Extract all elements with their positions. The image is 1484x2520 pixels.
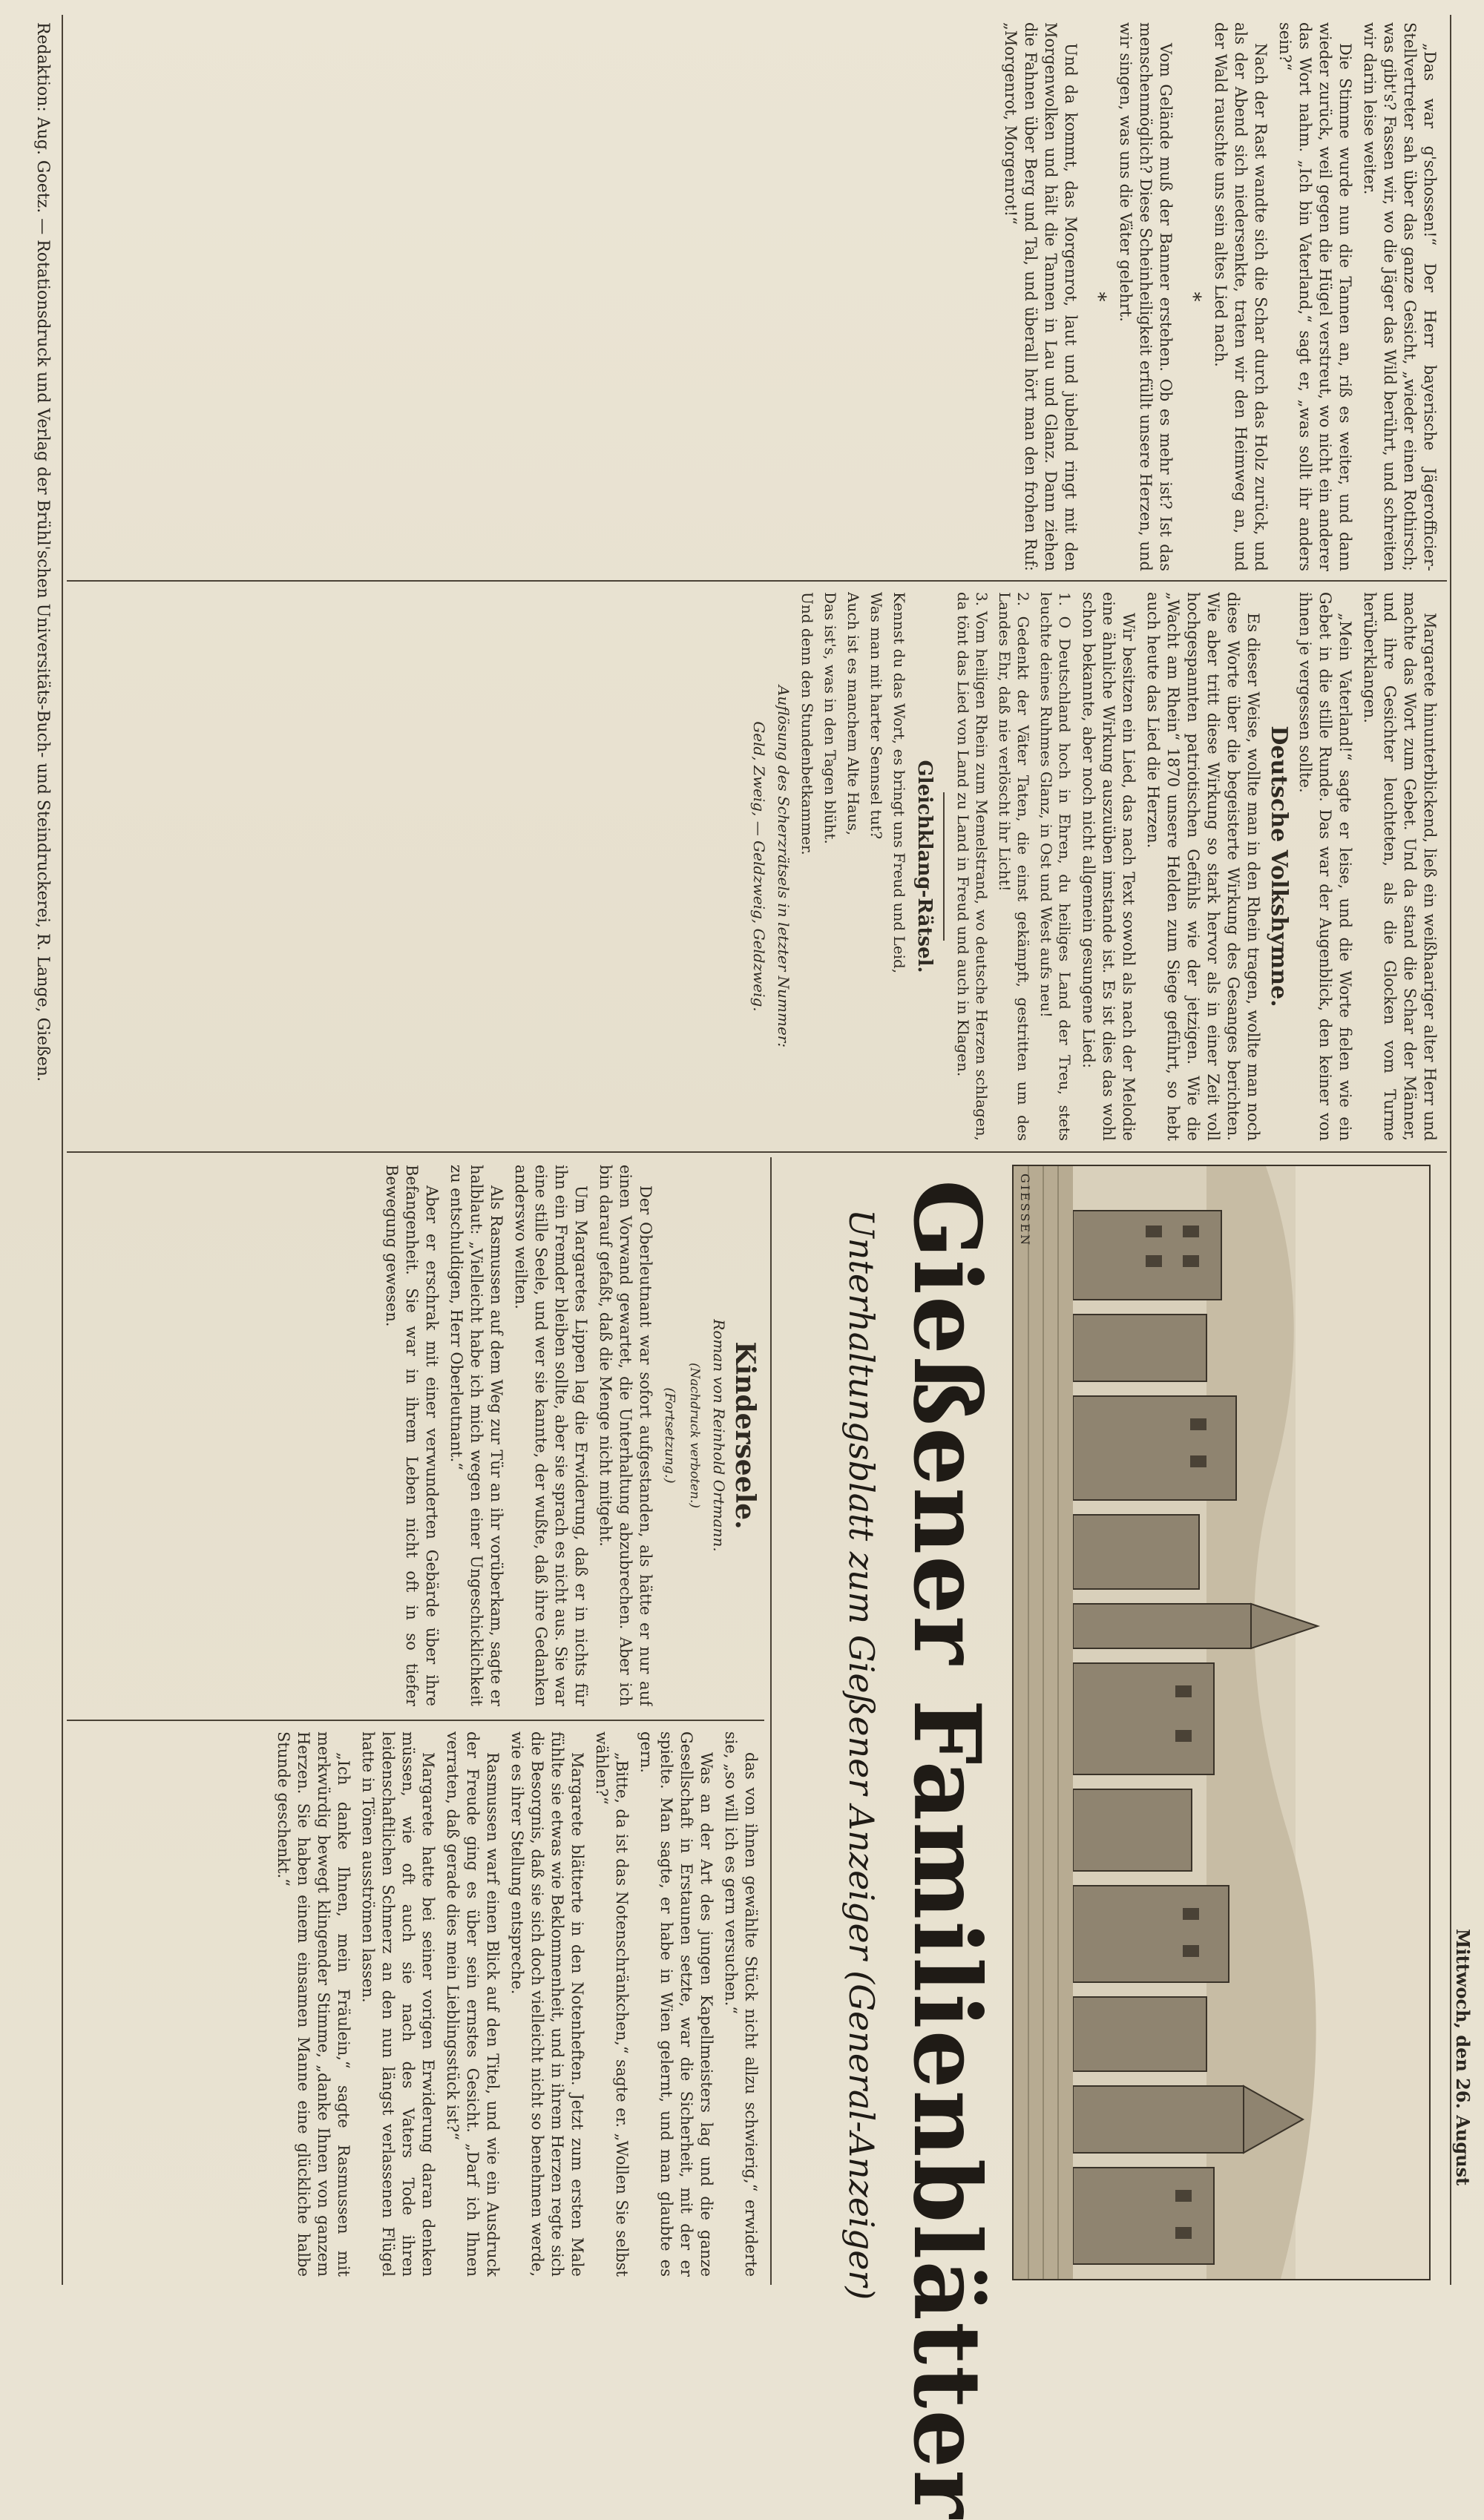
left-column (82, 22, 1439, 571)
masthead-rule (770, 1157, 772, 2285)
footer-imprint: Redaktion: Aug. Goetz. — Rotationsdruck und Verlag der Brühl'schen Universitäts-Buch- und Steindruckerei, R. Lange, Gießen. (33, 22, 52, 1082)
middle-column (82, 592, 1439, 1141)
novel-paragraph: Um Margaretes Lippen lag die Erwiderung, daß er in nichts für ihn ein Fremder bleiben sollte, aber sie sprach es nicht aus. Sie war eine stille Seele, und wer sie kannte, der wußte, daß ihre Gedanken anderswo weilten. (512, 1165, 590, 1706)
novel-heading: Kinderseele. (729, 1341, 761, 1530)
novel-column-1 (78, 1165, 761, 1706)
left-paragraph: Nach der Rast wandte sich die Schar durch das Holz zurück, und als der Abend sich niedersenkte, traten wir den Heimweg an, und der Wald rauschte uns sein altes Lied nach. (1212, 22, 1270, 571)
left-paragraph: Die Stimme wurde nun die Tannen an, riß es weiter, und dann wieder zurück, weil gegen die Hügel verstreut, wo nicht ein anderer das Wort nahm. „Ich bin Vaterland,“ sagt er, „was sollt ihr anders sein?“ (1276, 22, 1354, 571)
illustration-caption: GIESSEN (1018, 1174, 1032, 1248)
newspaper-subtitle: Unterhaltungsblatt zum Gießener Anzeiger (General-Anzeiger) (841, 1209, 881, 2300)
novel-paragraph: Margarete blätterte in den Notenheften. Jetzt zum ersten Male fühlte sie etwas wie Beklommenheit, und in ihrem Herzen regte sich die Besorgnis, daß sie sich doch vielleicht nicht so benehmen werde, wie es ihrer Stellung entspreche. (508, 1731, 586, 2277)
novel-paragraph: „Bitte, da ist das Notenschränkchen,“ sagte er. „Wollen Sie selbst wählen?“ (593, 1731, 631, 2277)
riddle-line: Was man mit harter Sennsel tut? (867, 592, 885, 840)
left-paragraph: Und da kommt, das Morgenrot, laut und jubelnd ringt mit den Morgenwolken und hält die Tannen in Lau und Glanz. Dann ziehen die Fahnen über Berg und Tal, und überall hört man den frohen Ruf: „Morgenrot, Morgenrot!“ (1002, 22, 1080, 571)
novel-byline: Roman von Reinhold Ortmann. (710, 1319, 728, 1552)
novel-paragraph: Rasmussen warf einen Blick auf den Titel, und wie ein Ausdruck der Freude ging es über sein ernstes Gesicht. „Darf ich Ihnen verraten, daß gerade dies mein Lieblingsstück ist?“ (444, 1731, 502, 2277)
novel-paragraph: Der Oberleutnant war sofort aufgestanden, als hätte er nur auf einen Vorwand gewartet, die Unterhaltung abzubrechen. Aber ich bin darauf gefaßt, daß die Menge nicht mitgeht. (597, 1165, 654, 1706)
left-paragraph: „Das war g'schossen!“ Der Herr bayerische Jägerofficier-Stellvertreter sah über das ganze Gesicht, „wieder einen Rothirsch; was gibt's? Fassen wir, wo die Jäger das Wild berührt, und schreiten wir darin leise weiter. (1361, 22, 1439, 571)
riddle-heading: Gleichklang-Rätsel. (913, 760, 936, 973)
masthead (778, 1165, 1445, 2520)
town-illustration-drawing (1014, 1166, 1429, 2279)
column-rule (67, 580, 1447, 582)
hymn-paragraph: Es dieser Weise, wollte man in den Rhein tragen, wollte man noch diese Worte über die begeisterte Wirkung des Gesanges berichten. Wie aber tritt diese Wirkung so stark hervor als in einer Zeit voll hochgespannten patriotischen Gefühls wie der jetzigen. Wie die „Wacht am Rhein“ 1870 unsere Helden zum Siege geführt, so hebt auch heute das Lied die Herzen. (1144, 592, 1262, 1141)
newspaper-title: Gießener Familienblätter (893, 1180, 1000, 2520)
footer-rule (62, 15, 63, 2285)
middle-paragraph: „Mein Vaterland!“ sagte er leise, und die Worte fielen wie ein Gebet in die stille Runde. Das war der Augenblick, den keiner von ihnen je vergessen sollte. (1296, 592, 1354, 1141)
novel-paragraph: „Ich danke Ihnen, mein Fräulein,“ sagte Rasmussen mit merkwürdig bewegt klingender Stimme, „danke Ihnen von ganzem Herzen. Sie haben einem einsamen Manne eine glückliche halbe Stunde geschenkt.“ (275, 1731, 352, 2277)
column-rule (67, 1151, 1447, 1153)
solution-answer: Geld, Zweig, — Geldzweig, Geldzweig. (750, 721, 768, 1012)
town-illustration (1012, 1165, 1431, 2280)
hymn-paragraph: Wir besitzen ein Lied, das nach Text sowohl als nach der Melodie eine ähnliche Wirkung auszuüben imstande ist. Es ist dies das wohl schon bekannte, aber noch nicht allgemein gesungene Lied: (1080, 592, 1137, 1141)
novel-paragraph: Als Rasmussen auf dem Weg zur Tür an ihr vorüberkam, sagte er halblaut: „Vielleicht habe ich mich wegen einer Ungeschicklichkeit zu entschuldigen, Herr Oberleutnant.“ (447, 1165, 505, 1706)
column-rule (67, 1720, 764, 1721)
hymn-verse: 2. Gedenkt der Väter Taten, die einst gekämpft, gestritten um des Landes Ehr, daß nie verlöscht ihr Licht! (996, 592, 1032, 1141)
novel-note: (Nachdruck verboten.) (687, 1362, 702, 1509)
riddle-line: Kennst du das Wort, es bringt uns Freud und Leid, (890, 592, 908, 974)
top-rule (1450, 15, 1451, 2285)
ornament: * (1087, 292, 1109, 302)
hymn-heading: Deutsche Volkshymne. (1266, 726, 1292, 1007)
riddle-line: Auch ist es manchem Alte Haus, (844, 592, 862, 836)
ornament: * (1182, 292, 1204, 302)
hymn-verse: 3. Vom heiligen Rhein zum Memelstrand, wo deutsche Herzen schlagen, da tönt das Lied von Land zu Land in Freud und auch in Klagen. (954, 592, 991, 1141)
novel-paragraph: Margarete hatte bei seiner vorigen Erwiderung daran denken müssen, wie oft auch sie nach des Vaters Tode ihren leidenschaftlichen Schmerz an den nun längst verlassenen Flügel hatte in Tönen ausströmen lassen. (359, 1731, 437, 2277)
riddle-line: Das ist's, was in den Tagen blüht. (821, 592, 839, 844)
date-line: Mittwoch, den 26. August (1452, 1929, 1474, 2186)
left-paragraph: Vom Gelände muß der Banner erstehen. Ob es mehr ist? Ist das menschenmöglich? Diese Scheinheiligkeit erfüllt unsere Herzen, und wir singen, was uns die Väter gelehrt. (1117, 22, 1175, 571)
novel-paragraph: Was an der Art des jungen Kapellmeisters lag und die ganze Gesellschaft in Erstaunen setzte, war die Sicherheit, mit der er spielte. Man sagte, er habe in Wien gelernt, und man glaubte es gern. (637, 1731, 715, 2277)
hymn-verse: 1. O Deutschland hoch in Ehren, du heiliges Land der Treu, stets leuchte deines Ruhmes Glanz, in Ost und West aufs neu! (1037, 592, 1074, 1141)
riddle-line: Und denn den Stundenbetkammer. (798, 592, 816, 855)
solution-line: Auflösung des Scherzrätsels in letzter Nummer: (775, 685, 792, 1048)
novel-continuation: (Fortsetzung.) (662, 1387, 677, 1484)
novel-paragraph: Aber er erschrak mit einer verwunderten Gebärde über ihre Befangenheit. Sie war in ihrem Leben nicht oft in so tiefer Bewegung gewesen. (383, 1165, 441, 1706)
middle-paragraph: Margarete hinunterblickend, ließ ein weißhaariger alter Herr und machte das Wort zum Gebet. Und da stand die Schar der Männer, und ihre Gesichter leuchteten, als die Glocken vom Turme herüberklangen. (1361, 592, 1439, 1141)
section-divider (943, 792, 945, 941)
novel-paragraph: das von ihnen gewählte Stück nicht allzu schwierig,“ erwiderte sie, „so will ich es gern versuchen.“ (722, 1731, 760, 2277)
novel-column-2 (78, 1731, 761, 2277)
